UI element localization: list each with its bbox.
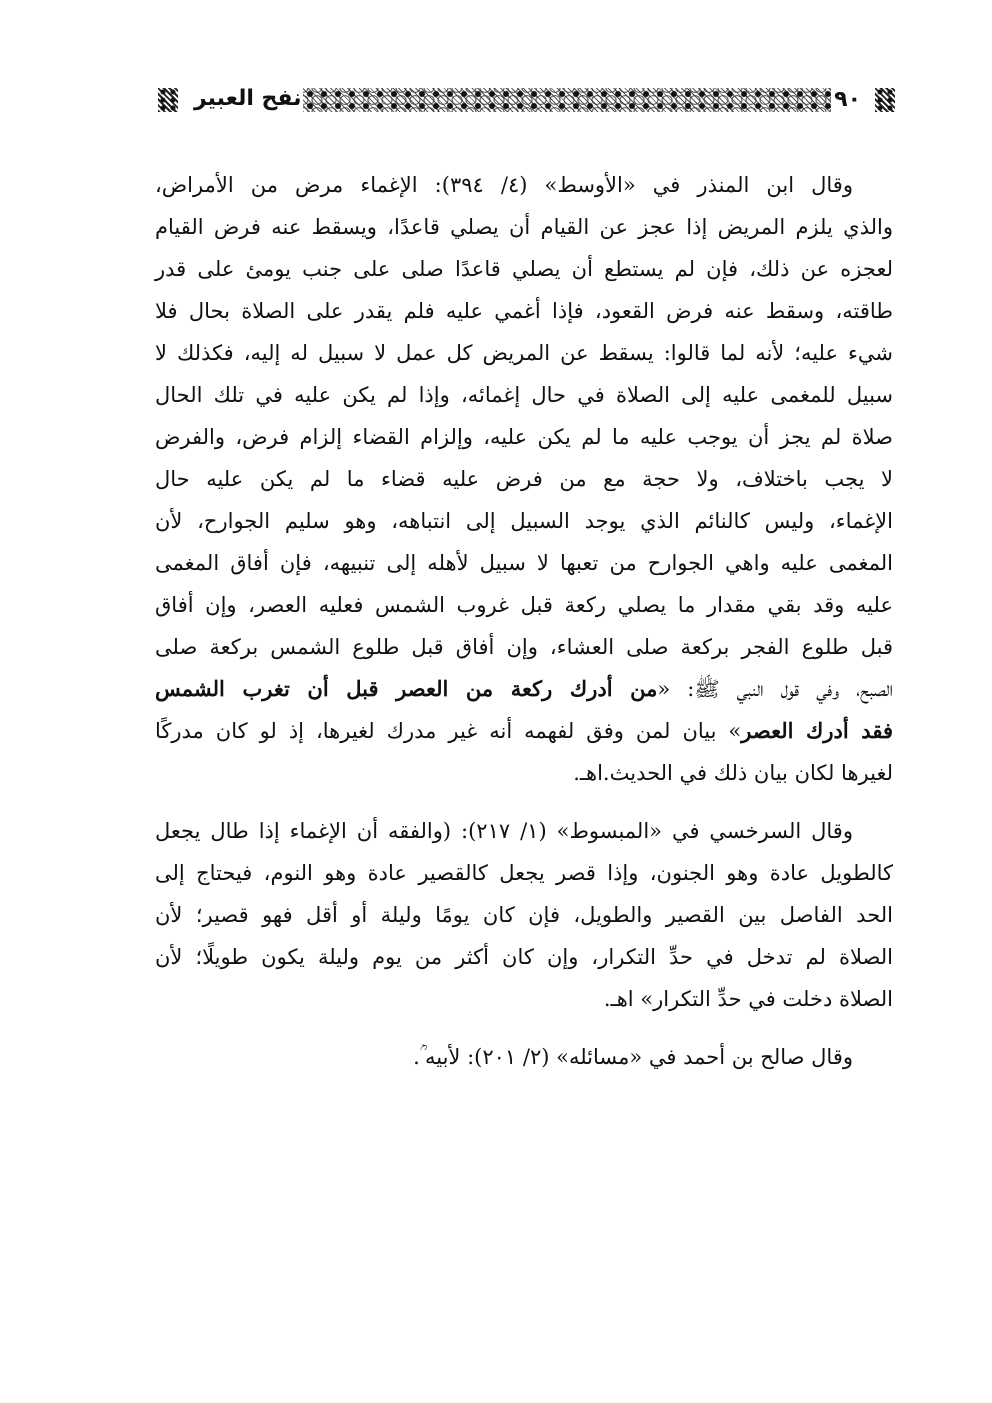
text-line: وقال السرخسي في «المبسوط» (١/ ٢١٧): (والفقه أن الإغماء إذا طال يجعل xyxy=(155,819,853,843)
hadith-quote: من أدرك ركعة من العصر قبل أن تغرب الشمس xyxy=(155,676,658,701)
text-line: المغمى عليه واهي الجوارح من تعبها لا سبيل لأهله إلى تنبيهه، فإن أفاق المغمى xyxy=(155,551,893,575)
hadith-quote: فقد أدرك العصر xyxy=(741,718,893,743)
ornament-tile-left xyxy=(158,88,178,112)
ornament-band xyxy=(303,88,831,112)
text-line: وقال ابن المنذر في «الأوسط» (٤/ ٣٩٤): الإغماء مرض من الأمراض، xyxy=(155,173,853,197)
text-line: الصلاة لم تدخل في حدِّ التكرار، وإن كان أكثر من يوم وليلة يكون طويلًا؛ لأن xyxy=(155,945,893,969)
book-title: نفح العبير xyxy=(194,86,302,111)
text-line: لغيرها لكان بيان ذلك في الحديث.اهـ. xyxy=(573,761,893,785)
text-line: صلاة لم يجز أن يوجب عليه ما لم يكن عليه، وإلزام القضاء إلزام فرض، والفرض xyxy=(155,425,893,449)
text-line: وقال صالح بن أحمد في «مسائله» (٢/ ٢٠١): لأبيه ؒ. xyxy=(413,1045,853,1069)
text-line: الحد الفاصل بين القصير والطويل، فإن كان يومًا وليلة أو أقل فهو قصير؛ لأن xyxy=(155,903,893,927)
text-line: الإغماء، وليس كالنائم الذي يوجد السبيل إلى انتباهه، وهو سليم الجوارح، لأن xyxy=(155,509,893,533)
text-line: طاقته، وسقط عنه فرض القعود، فإذا أغمي عليه فلم يقدر على الصلاة بحال فلا xyxy=(155,299,893,323)
text-line xyxy=(155,674,893,704)
text-line: لعجزه عن ذلك، فإن لم يستطع أن يصلي قاعدًا صلى على جنب يومئ على قدر xyxy=(155,257,893,281)
text-run: » بيان لمن وفق لفهمه أنه غير مدرك لغيرها، إذ لو كان مدركًا xyxy=(155,719,742,743)
text-line: لا يجب باختلاف، ولا حجة مع من فرض عليه قضاء ما لم يكن عليه حال xyxy=(155,467,893,491)
text-line: عليه وقد بقي مقدار ما يصلي ركعة قبل غروب الشمس فعليه العصر، وإن أفاق xyxy=(155,593,893,617)
text-line: سبيل للمغمى عليه إلى الصلاة في حال إغمائه، وإذا لم يكن عليه في تلك الحال xyxy=(155,383,894,407)
text-line xyxy=(155,716,893,746)
text-line: قبل طلوع الفجر بركعة صلى العشاء، وإن أفاق قبل طلوع الشمس بركعة صلى xyxy=(155,635,893,659)
running-header xyxy=(158,86,895,114)
text-line: شيء عليه؛ لأنه لما قالوا: يسقط عن المريض كل عمل لا سبيل له إليه، فكذلك لا xyxy=(155,341,893,365)
text-run: الصبح، وفي قول النبي ﷺ: « xyxy=(657,677,893,701)
page-number: ٩٠ xyxy=(834,87,861,112)
text-line: والذي يلزم المريض إذا عجز عن القيام أن يصلي قاعدًا، ويسقط عنه فرض القيام xyxy=(155,215,893,239)
text-line: كالطويل عادة وهو الجنون، وإذا قصر يجعل كالقصير عادة وهو النوم، فيحتاج إلى xyxy=(155,861,893,885)
text-line: الصلاة دخلت في حدِّ التكرار» اهـ. xyxy=(603,987,893,1011)
ornament-tile-right xyxy=(875,88,895,112)
